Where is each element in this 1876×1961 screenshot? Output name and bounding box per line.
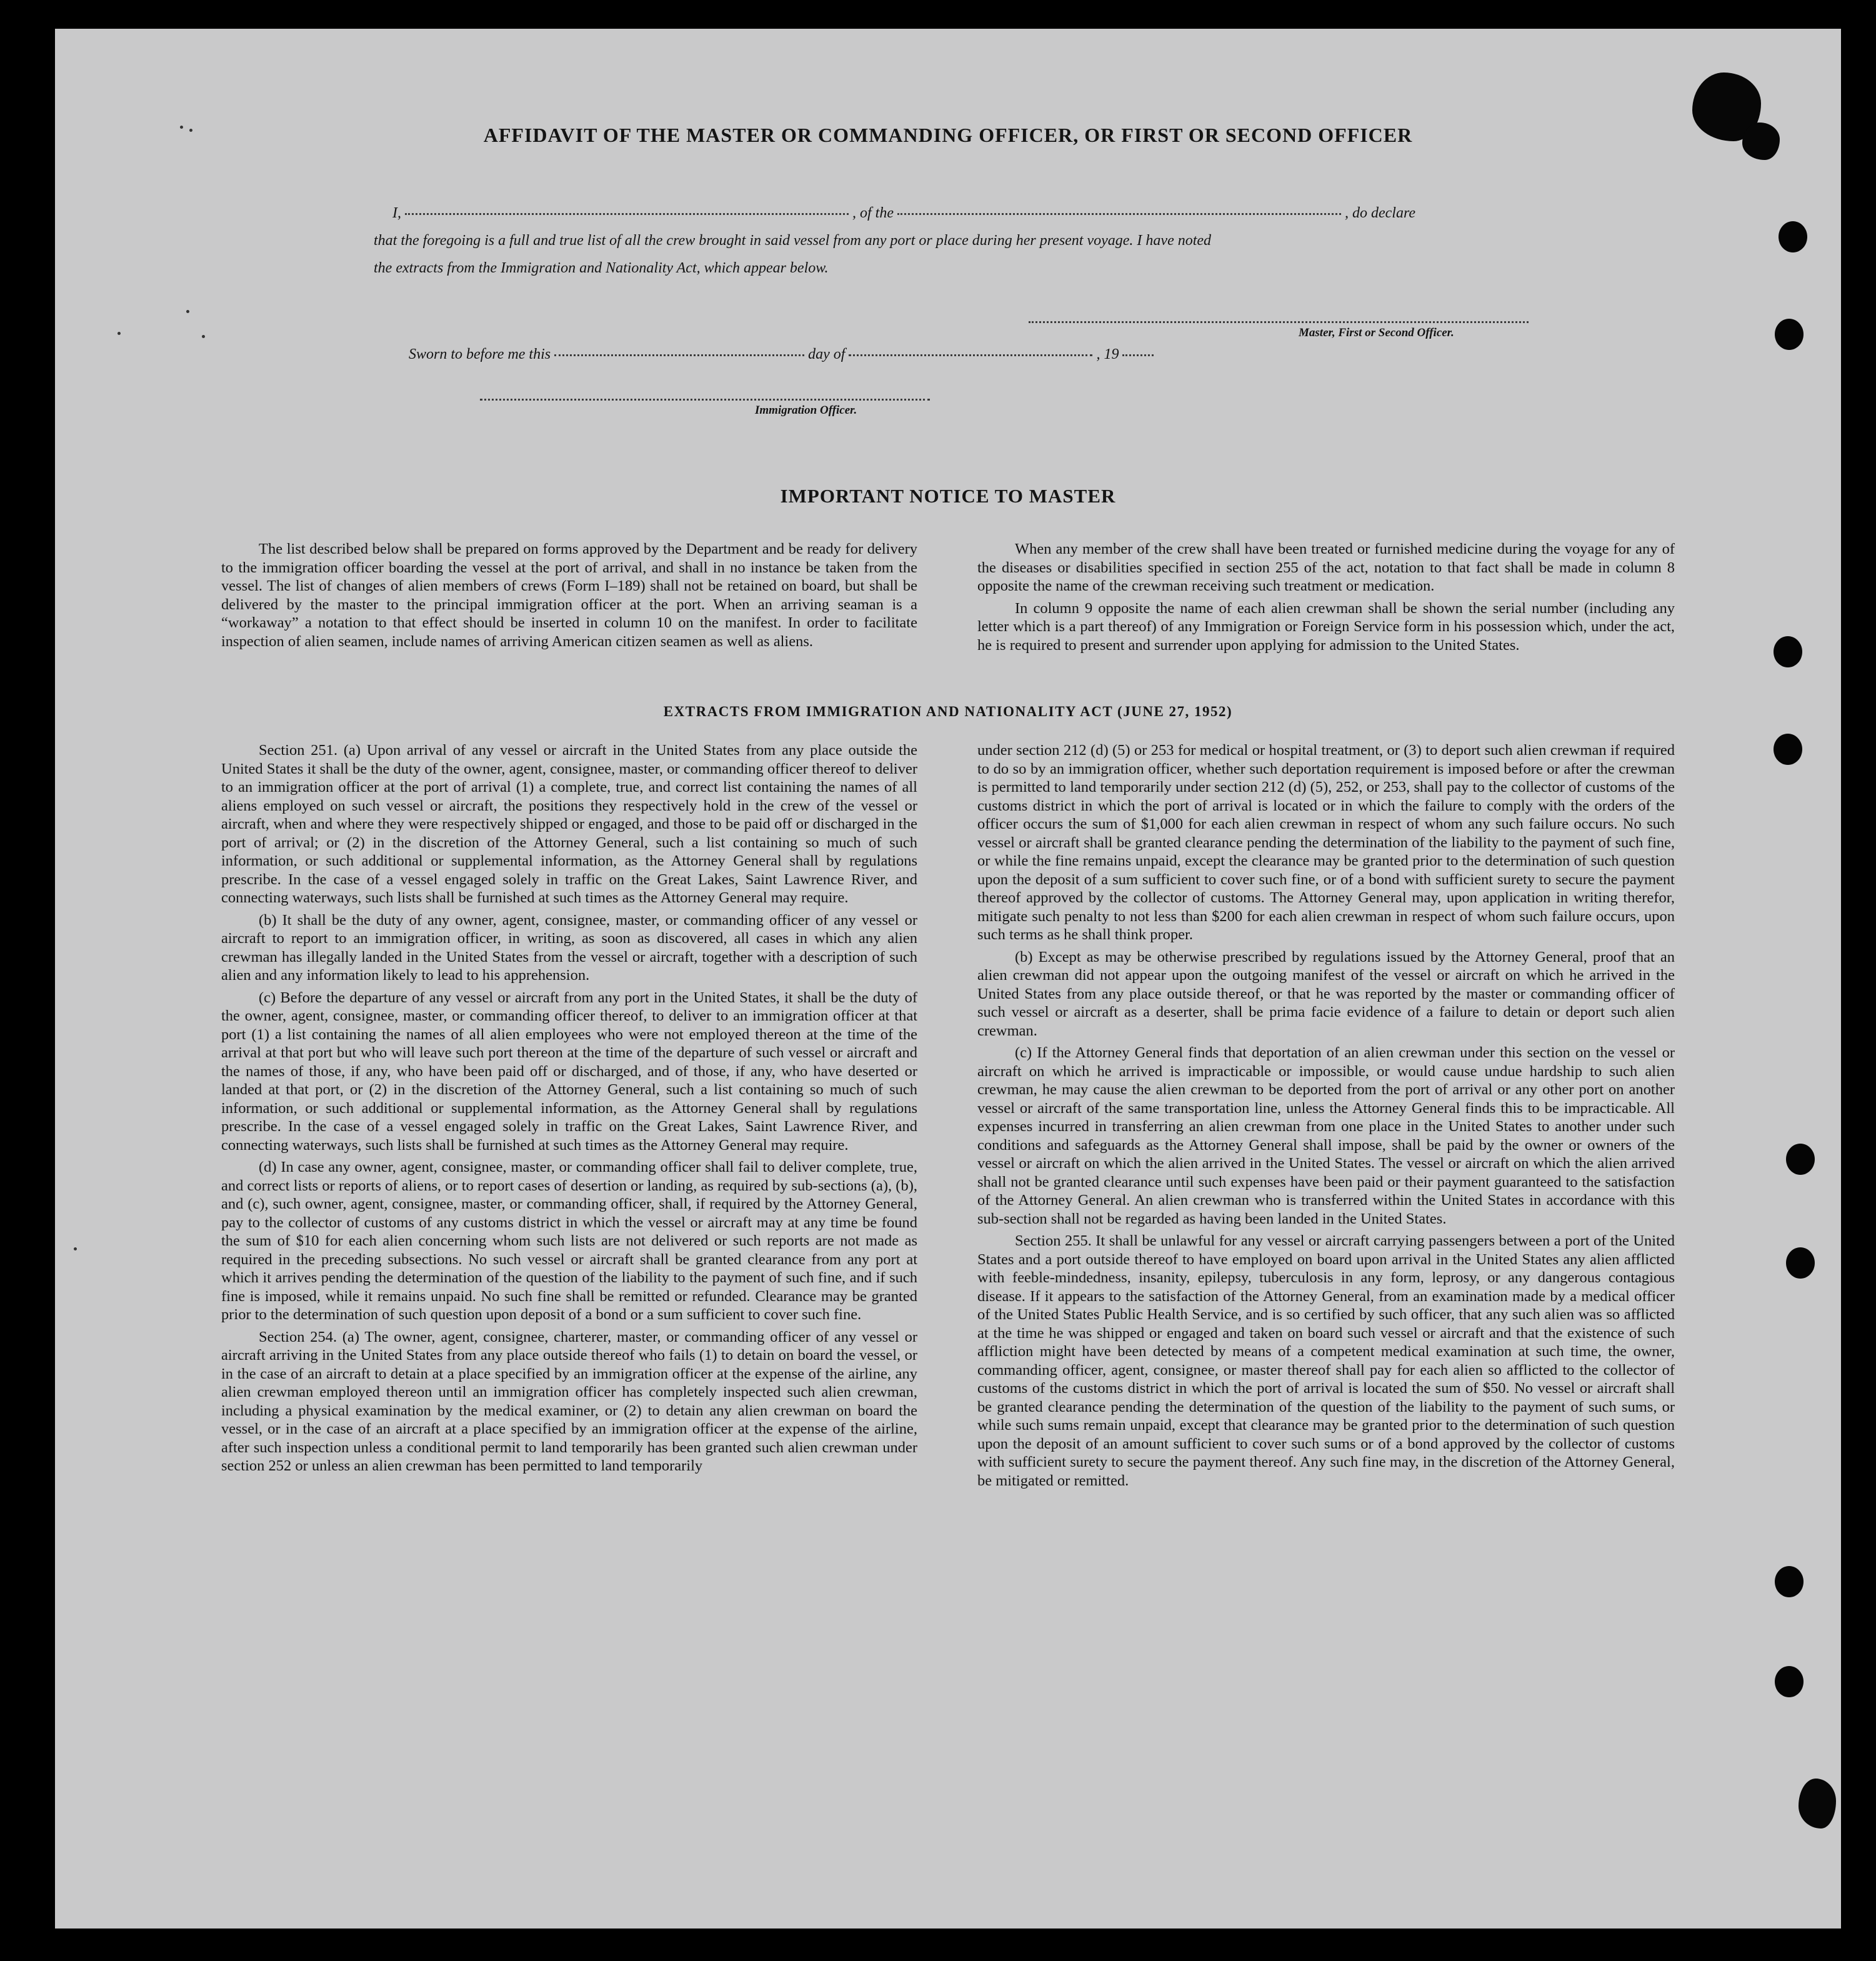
sworn-month-field[interactable] — [849, 354, 1092, 356]
immigration-officer-signature-line[interactable] — [480, 399, 930, 401]
section-254-a: Section 254. (a) The owner, agent, consignee, charterer, master, or commanding officer of any vessel or aircraft arriving in the United States from any place outside thereof who fails (1) to detain on board the vessel, or in the case of an aircraft to detain at a place specified by an immigration officer at the expense of the airline, any alien crewman employed thereon until an immigration officer has completely inspected such alien crewman, including a physical examination by the medical examiner, or (2) to detain any alien crewman on board the vessel, or in the case of an aircraft at a place specified by an immigration officer at the expense of the airline, after such inspection unless a conditional permit to land temporarily has been granted such alien crewman under section 252 or unless an alien crewman has been permitted to land temporarily — [221, 1328, 917, 1474]
notice-right-column — [977, 540, 1675, 658]
day-of-label: day of — [808, 346, 846, 362]
notice-title: IMPORTANT NOTICE TO MASTER — [780, 485, 1116, 507]
affidavit-text-line-3: the extracts from the Immigration and Nationality Act, which appear below. — [374, 260, 829, 276]
punch-hole — [1775, 319, 1804, 350]
sworn-line — [409, 346, 1157, 363]
punch-hole — [1786, 1247, 1815, 1279]
notice-right-paragraph-2: In column 9 opposite the name of each alien crewman shall be shown the serial number (including any letter which is a part thereof) of any Immigration or Foreign Service form in his possession which, under the act, he is required to present and surrender upon applying for admission to the United States. — [977, 599, 1675, 654]
year-prefix-label: , 19 — [1096, 346, 1119, 362]
section-254-b: (b) Except as may be otherwise prescribed by regulations issued by the Attorney General, proof that an alien crewman did not appear upon the outgoing manifest of the vessel or aircraft on which he arrived in the United States from any place outside thereof, or that he was reported by the master or commanding officer of such vessel or aircraft as a deserter, shall be prima facie evidence of a failure to detain or deport such alien crewman. — [977, 948, 1675, 1039]
punch-hole — [1786, 1144, 1815, 1175]
declare-label: , do declare — [1345, 205, 1416, 221]
extracts-title: EXTRACTS FROM IMMIGRATION AND NATIONALITY ACT (JUNE 27, 1952) — [663, 704, 1233, 719]
ink-blot — [1799, 1779, 1836, 1829]
section-254-c: (c) If the Attorney General finds that deportation of an alien crewman under this section on the vessel or aircraft on which he arrived is impracticable or impossible, or would cause undue hardship to such alien crewman, he may cause the alien crewman to be deported from the port of arrival or any other port on another vessel or aircraft of the same transportation line, unless the Attorney General finds this to be impracticable. All expenses incurred in transferring an alien crewman from one place in the United States to another under such conditions and safeguards as the Attorney General shall impose, shall be paid by the owner or owners of the vessel or aircraft on which the alien arrived in the United States. The vessel or aircraft on which the alien arrived shall not be granted clearance until such expenses have been paid or their payment guaranteed to the satisfaction of the Attorney General. An alien crewman who is transferred within the United States in accordance with this sub-section shall not be regarded as having been landed in the United States. — [977, 1044, 1675, 1227]
immigration-officer-caption: Immigration Officer. — [755, 404, 857, 417]
sworn-day-field[interactable] — [554, 354, 804, 356]
punch-hole — [1774, 636, 1802, 667]
section-251-a: Section 251. (a) Upon arrival of any vessel or aircraft in the United States from any place outside the United States it shall be the duty of the owner, agent, consignee, master, or commanding officer thereof to deliver to an immigration officer at the port of arrival (1) a complete, true, and correct list containing the names of all aliens employed on such vessel or aircraft, the positions they respectively hold in the crew of the vessel or aircraft, when and where they were respectively shipped or engaged, and those to be paid off or discharged in the port of arrival; or (2) in the discretion of the Attorney General, such a list containing so much of such information, or such additional or supplemental information, as the Attorney General shall by regulations prescribe. In the case of a vessel engaged solely in traffic on the Great Lakes, Saint Lawrence River, and connecting waterways, such lists shall be furnished at such times as the Attorney General may require. — [221, 742, 917, 906]
affidavit-text-line-2: that the foregoing is a full and true list of all the crew brought in said vessel from any port or place during her present voyage. I have noted — [374, 232, 1212, 249]
extracts-right-column — [977, 741, 1675, 1494]
affiant-prefix: I, — [392, 205, 401, 221]
master-caption: Master, First or Second Officer. — [1299, 326, 1454, 339]
notice-left-paragraph: The list described below shall be prepared on forms approved by the Department and be ready for delivery to the immigration officer boarding the vessel at the port of arrival, and shall in no instance be taken from the vessel. The list of changes of alien members of crews (Form I–189) shall not be retained on board, but shall be delivered by the master to the principal immigration officer at the port. When an arriving seaman is a “workaway” a notation to that effect should be inserted in column 10 on the manifest. In order to facilitate inspection of alien seamen, include names of arriving American citizen seamen as well as aliens. — [221, 541, 917, 650]
notice-right-paragraph-1: When any member of the crew shall have been treated or furnished medicine during the voyage for any of the diseases or disabilities specified in section 255 of the act, notation to that fact shall be made in column 8 opposite the name of the crewman receiving such treatment or medication. — [977, 541, 1675, 594]
sworn-year-field[interactable] — [1122, 354, 1154, 356]
punch-hole — [1779, 221, 1807, 252]
notice-left-column — [221, 540, 917, 654]
punch-hole — [1775, 1666, 1804, 1697]
of-the-label: , of the — [852, 205, 894, 221]
master-signature-line[interactable] — [1029, 321, 1529, 323]
punch-hole — [1774, 734, 1802, 765]
affidavit-declaration-line — [392, 205, 1415, 222]
section-255: Section 255. It shall be unlawful for any vessel or aircraft carrying passengers between a port of the United States and a port outside thereof to have employed on board upon arrival in the United States any alien afflicted with feeble-mindedness, insanity, epilepsy, tuberculosis in any form, leprosy, or any dangerous contagious disease. If it appears to the satisfaction of the Attorney General, from an examination made by a medical officer of the United States Public Health Service, and is so certified by such officer, that any such alien was so afflicted at the time he was shipped or engaged and taken on board such vessel or aircraft and that the existence of such affliction might have been detected by means of a competent medical examination at such time, the owner, commanding officer, agent, consignee, or master thereof shall pay for each alien so afflicted to the collector of customs of the customs district in which the port of arrival is located the sum of $50. No vessel or aircraft shall be granted clearance pending the determination of the question of the liability to the payment of such sums, or while such sums remain unpaid, except that clearance may be granted prior to the determination of such question upon the deposit of an amount sufficient to cover such sums or of a bond approved by the collector of customs with sufficient surety to secure the payment thereof. Any such fine may, in the discretion of the Attorney General, be mitigated or remitted. — [977, 1232, 1675, 1489]
section-251-d: (d) In case any owner, agent, consignee, master, or commanding officer shall fail to deliver complete, true, and correct lists or reports of aliens, or to report cases of desertion or landing, as required by sub-sections (a), (b), and (c), such owner, agent, consignee, master, or commanding officer, shall, if required by the Attorney General, pay to the collector of customs of any customs district in which the vessel or aircraft may at any time be found the sum of $10 for each alien concerning whom such lists are not delivered or such reports are not made as required in the preceding subsections. No such vessel or aircraft shall be granted clearance from any port at which it arrives pending the determination of the question of the liability to the payment of such fine, and if such fine is imposed, while it remains unpaid. No such fine shall be remitted or refunded. Clearance may be granted prior to the determination of such question upon deposit of a bond or a sum sufficient to cover such fine. — [221, 1159, 917, 1323]
section-251-c: (c) Before the departure of any vessel or aircraft from any port in the United States, it shall be the duty of the owner, agent, consignee, master, or commanding officer thereof, to deliver to an immigration officer at that port (1) a list containing the names of all alien employees who were not employed thereon at the time of the arrival at that port but who will leave such port thereon at the time of the departure of such vessel or aircraft and the names of those, if any, who have been paid off or discharged, and of those, if any, who have deserted or landed at that port, or (2) in the discretion of the Attorney General, such a list containing so much of such information, or such additional or supplemental information, as the Attorney General shall by regulations prescribe. In the case of a vessel engaged solely in traffic on the Great Lakes, Saint Lawrence River, and connecting waterways, such lists shall be furnished at such times as the Attorney General may require. — [221, 989, 917, 1154]
punch-hole — [1775, 1566, 1804, 1597]
affiant-name-field[interactable] — [405, 213, 849, 215]
section-254-a-continued: under section 212 (d) (5) or 253 for medical or hospital treatment, or (3) to deport such alien crewman if required to do so by an immigration officer, whether such deportation requirement is imposed before or after the crewman is permitted to land temporarily under section 212 (d) (5), 252, or 253, shall pay to the collector of customs of the customs district in which the port of arrival is located or in which the failure to comply with the orders of the officer occurs the sum of $1,000 for each alien crewman in respect of whom any such failure occurs. No such vessel or aircraft shall be granted clearance pending the determination of the liability to the payment of such fine, or while the fine remains unpaid, except the clearance may be granted prior to the determination of such question upon the deposit of a sum sufficient to cover such fine, or of a bond with sufficient surety to secure the payment thereof approved by the collector of customs. The Attorney General may, upon application in writing therefor, mitigate such penalty to not less than $200 for each alien crewman in respect of whom such failure occurs, upon such terms as he shall think proper. — [977, 742, 1675, 943]
sworn-label: Sworn to before me this — [409, 346, 551, 362]
extracts-left-column — [221, 741, 917, 1479]
section-251-b: (b) It shall be the duty of any owner, agent, consignee, master, or commanding officer of any vessel or aircraft to report to an immigration officer, in writing, as soon as discovered, all cases in which any alien crewman has illegally landed in the United States from the vessel or aircraft, together with a description of such alien and any information likely to lead to his apprehension. — [221, 911, 917, 984]
form-page — [55, 29, 1841, 1929]
vessel-name-field[interactable] — [897, 213, 1341, 215]
affidavit-title: AFFIDAVIT OF THE MASTER OR COMMANDING OFFICER, OR FIRST OR SECOND OFFICER — [483, 124, 1413, 146]
